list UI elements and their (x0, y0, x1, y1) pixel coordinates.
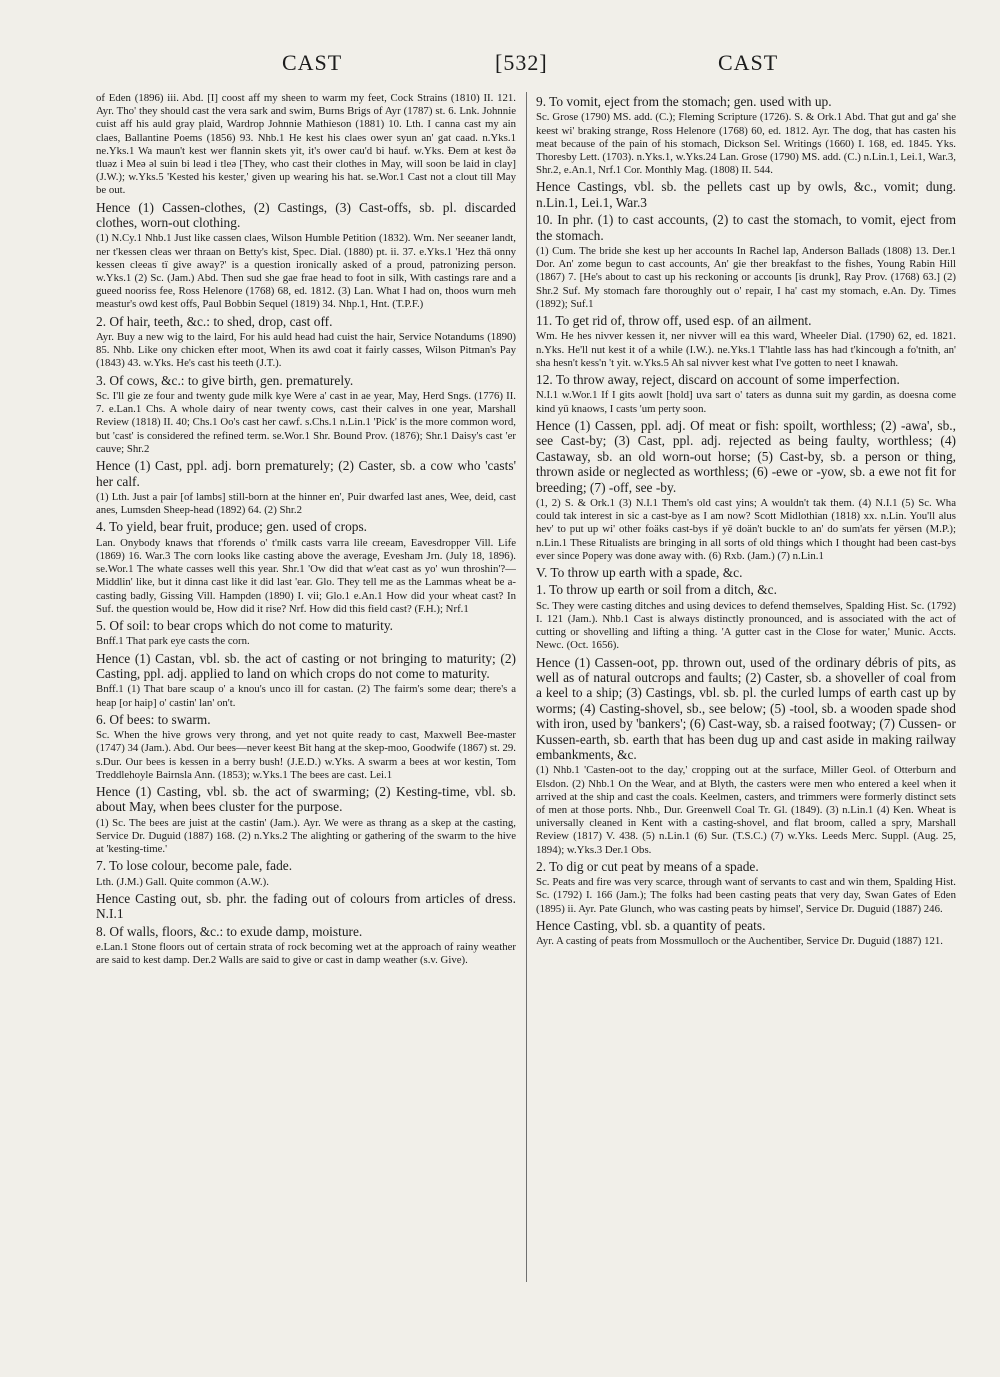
paragraph: 3. Of cows, &c.: to give birth, gen. prematurely. (96, 372, 354, 388)
paragraph: (1) Nhb.1 'Casten-oot to the day,' cropping out at the surface, Miller Geol. of Otterburn and Elsdon. (2) Nhb.1 On the Wear, and at Blyth, the casters were men who entered a keel when it arrived at the ship and cast the coals. Keelmen, casters, and trimmers were formerly distinct sets of men at those ports. Nhb., Dur. Greenwell Coal Tr. Gl. (1849). (3) n.Lin.1 (4) Ken. Wheat is universally cleaned in Kent with a casting-shovel, and flat broom, called a spry, Marshall Review (1817) V. 438. (5) n.Lin.1 (6) Sur. (T.S.C.) (7) w.Yks. Leeds Merc. Suppl. (Aug. 25, 1894); w.Yks.3 Der.1 Obs. (536, 764, 956, 856)
paragraph: 2. To dig or cut peat by means of a spade. (536, 858, 759, 874)
header-left-word: CAST (282, 50, 343, 75)
paragraph: 12. To throw away, reject, discard on account of some imperfection. (536, 372, 900, 388)
paragraph: 1. To throw up earth or soil from a ditch, &c. (536, 582, 777, 598)
paragraph: Sc. They were casting ditches and using devices to defend themselves, Spalding Hist. Sc. (1792) I. 121 (Jam.). Nhb.1 Cast is always distinctly pronounced, and is associated with the act of cutting or shovelling and lifting a thing. 'A gutter cast in the Close for water,' Munic. Accts. Newc. (Oct. 1656). (536, 599, 956, 652)
paragraph: Sc. Peats and fire was very scarce, through want of servants to cast and win them, Spalding Hist. Sc. (1792) I. 166 (Jam.); The folks had been casting peats that very day, Swan Gates of Eden (1895) ii. Ayr. Pate Glunch, who was casting peats by himsel', Service Dr. Duguid (1887) 246. (536, 876, 956, 915)
header-right-word: CAST (718, 50, 779, 75)
paragraph: 11. To get rid of, throw off, used esp. of an ailment. (536, 313, 812, 329)
paragraph: Sc. I'll gie ze four and twenty gude milk kye Were a' cast in ae year, May, Herd Sngs. (1776) II. 7. e.Lan.1 Chs. A whole dairy of near twenty cows, cast their calves in one year, Marshall Review (1818) II. 40; Chs.1 Oo's cast her cawf. s.Chs.1 n.Lin.1 'Pick' is the more common word, but 'cast' is considered the refined term. se.Wor.1 Shr. Bound Prov. (1876); Shr.1 Daisy's cast 'er cauve; Shr.2 (96, 390, 516, 455)
paragraph: Bnff.1 That park eye casts the corn. (96, 635, 250, 648)
paragraph: Lth. (J.M.) Gall. Quite common (A.W.). (96, 875, 269, 888)
paragraph: Hence (1) Castan, vbl. sb. the act of casting or not bringing to maturity; (2) Casting, ppl. adj. applied to land on which crops do not come to maturity. (96, 650, 516, 681)
paragraph: 4. To yield, bear fruit, produce; gen. used of crops. (96, 519, 368, 535)
paragraph: 6. Of bees: to swarm. (96, 711, 211, 727)
paragraph: Hence (1) Cassen-oot, pp. thrown out, used of the ordinary débris of pits, as well as of natural outcrops and faults; (2) Caster, sb. a shoveller of coal from a keel to a ship; (3) Castings, vbl. sb. pl. the curled lumps of earth cast up by worms; (4) Casting-shovel, sb., see below; (5) -tool, sb. a wooden spade shod with iron, used by 'bankers'; (6) Cast-way, sb. a raised footway; (7) Cussen- or Kussen-earth, sb. earth that has been dug up and cast aside in making railway embankments, &c. (536, 654, 956, 762)
paragraph: Hence (1) Casting, vbl. sb. the act of swarming; (2) Kesting-time, vbl. sb. about May, when bees cluster for the purpose. (96, 783, 516, 815)
paragraph: 7. To lose colour, become pale, fade. (96, 858, 293, 874)
paragraph: Sc. Grose (1790) MS. add. (C.); Fleming Scripture (1726). S. & Ork.1 Abd. That gut and ga' she keest wi' braking strange, Ross Helenore (1768) 60, ed. 1812. Ayr. The dog, that has casten his meat because of the pain of his stomach, Dickson Sel. Writings (1660) I. 168, ed. 1845. Yks. Thoresby Lett. (1703). n.Yks.1, w.Yks.24 Lan. Grose (1790) MS. add. (C.) n.Lin.1, Lei.1, War.3, Shr.2, e.An.1, Nrf.1 Cor. Monthly Mag. (1808) II. 544. (536, 111, 956, 177)
paragraph: Wm. He hes nivver kessen it, ner nivver will ea this ward, Wheeler Dial. (1790) 62, ed. 1821. n.Yks. He'll nut kest it of a while (I.W.). ne.Yks.1 T'lahtle lass has had t'kincough a fo'tnith, an' sha hesn't kess'n 't yit. w.Yks.5 Ah sal nivver kest what I've gotten to neet I knawah. (536, 330, 956, 369)
column-divider (526, 92, 527, 1282)
paragraph: Ayr. A casting of peats from Mossmulloch or the Auchentiber, Service Dr. Duguid (1887) 121. (536, 935, 943, 948)
paragraph: Hence (1) Cast, ppl. adj. born prematurely; (2) Caster, sb. a cow who 'casts' her calf. (96, 458, 516, 489)
paragraph: 5. Of soil: to bear crops which do not come to maturity. (96, 617, 394, 633)
paragraph: (1) Sc. The bees are juist at the castin' (Jam.). Ayr. We were as thrang as a skep at the casting, Service Dr. Duguid (1887) 168. (2) n.Yks.2 The alighting or gathering of the swarm to the hive at 'kesting-time.' (96, 816, 516, 856)
page-number: [532] (495, 50, 548, 75)
paragraph: (1) Cum. The bride she kest up her accounts In Rachel lap, Anderson Ballads (1808) 13. Der.1 Dor. An' zome begun to cast accounts, An' gie ther breakfast to the fishes, Young Rabin Hill (1867) 7. [He's about to cast up his reckoning or accounts [is drunk], Ray Prov. (1768) 63.] (2) Shr.2 Suf. My stomach fare thoroughly out o' repair, I ha' cast my stomach, e.An. Dy. Times (1892); Suf.1 (536, 245, 956, 310)
paragraph: (1) N.Cy.1 Nhb.1 Just like cassen claes, Wilson Humble Petition (1832). Wm. Ner seeaner landt, ner t'kessen cleas wer thraan on Betty's kist, Spec. Dial. (1880) pt. ii. 37. e.Yks.1 'Hez thä onny kessen cleeas tï give away?' is a question ironically asked of a proud, patronizing person. w.Yks.1 (2) Sc. (Jam.) Abd. Then sud she gae frae head to foot in silk, With castings rare and a gueed nooriss fee, Ross Helenore (1768) 68, ed. 1812. (3) Lan. What I had on, thoos wurn meh meastur's owd kest offs, Paul Bobbin Sequel (1819) 34. Nhp.1, Hnt. (T.P.F.) (96, 232, 516, 311)
paragraph: Hence Casting out, sb. phr. the fading out of colours from articles of dress. N.I.1 (96, 891, 516, 922)
paragraph: Hence (1) Cassen, ppl. adj. Of meat or fish: spoilt, worthless; (2) -awa', sb., see Cast-by; (3) Cast, ppl. adj. rejected as being faulty, worthless; (4) Castaway, sb. an old worn-out horse; (5) Cast-by, sb. a person or thing, thrown aside or neglected as worthless; (6) -ewe or -yow, sb. a ewe not fit for breeding; (7) -off, see -by. (536, 417, 956, 495)
paragraph: e.Lan.1 Stone floors out of certain strata of rock becoming wet at the approach of rainy weather are said to kest damp. Der.2 Walls are said to give or cast in damp weather (s.v. Give). (96, 941, 516, 967)
paragraph: (1) Lth. Just a pair [of lambs] still-born at the hinner en', Puir dwarfed last anes, Wee, deid, cast anes, Lumsden Sheep-head (1892) 64. (2) Shr.2 (96, 490, 516, 517)
paragraph: 2. Of hair, teeth, &c.: to shed, drop, cast off. (96, 313, 333, 329)
paragraph: Ayr. Buy a new wig to the laird, For his auld head had cuist the hair, Service Notandums (1890) 85. Nhb. Like ony chicken efter moot, When its awd coat it fairly casses, Wilson Pitman's Pay (1843) 43. w.Yks. He's cast his teeth (J.T.). (96, 331, 516, 370)
paragraph: 9. To vomit, eject from the stomach; gen. used with up. (536, 94, 832, 109)
paragraph: Sc. When the hive grows very throng, and yet not quite ready to cast, Maxwell Bee-master (1747) 34 (Jam.). Abd. Our bees—never keest Bit hang at the skep-moo, Goodwife (1867) st. 29. s.Dur. Our bees is kessen in a berry bush! (J.E.D.) w.Yks. A swarm a bees at wor kestin, Tom Treddlehoyle Bairnsla Ann. (1853); w.Yks.1 The bees are cast. Lei.1 (96, 729, 516, 781)
paragraph: N.I.1 w.Wor.1 If I gits aowlt [hold] uva sart o' taters as dunna suit my gardin, as doesna come kind yü knaows, I casts 'um perty soon. (536, 389, 956, 415)
paragraph: Hence Castings, vbl. sb. the pellets cast up by owls, &c., vomit; dung. n.Lin.1, Lei.1, War.3 (536, 179, 956, 210)
running-header (0, 50, 1000, 80)
paragraph: Lan. Onybody knaws that t'forends o' t'milk casts varra lile creeam, Eavesdropper Vill. Life (1869) 16. War.3 The corn looks like casting above the average, Evesham Jrn. (July 18, 1896). se.Wor.1 The whate casses well this year. Shr.1 'Ow did that w'eat cast as yo' wun throshin'?—Middlin' like, but it dinna cast like it did last 'ear. Glo. They tell me as the Lammas wheat be a-casting badly, Gissing Vill. Hampden (1890) I. vii; Glo.1 e.An.1 How did your wheat cast? In Suf. the question would be, How did it rise? Nrf. How did this field cast? (F.H.); Nrf.1 (96, 536, 516, 615)
paragraph: (1, 2) S. & Ork.1 (3) N.I.1 Them's old cast yins; A wouldn't tak them. (4) N.I.1 (5) Sc. Wha could tak interest in sic a cast-bye as I am now? Scott Midlothian (1818) xx. n.Lin. You'll alus hev' to put up wi' other foäks cast-bys if yë doän't buckle to an' do sum'ats fer yërsen (M.P.); n.Lin.1 These Ritualists are bringing in all sorts of old things which I thought had been cast-bys ever since Popery was done away with. (6) Rxb. (Jam.) (7) n.Lin.1 (536, 496, 956, 562)
paragraph: Hence (1) Cassen-clothes, (2) Castings, (3) Cast-offs, sb. pl. discarded clothes, worn-out clothing. (96, 199, 516, 231)
left-column (96, 92, 516, 1292)
paragraph: of Eden (1896) iii. Abd. [I] coost aff my sheen to warm my feet, Cock Strains (1810) II. 121. Ayr. Tho' they should cast the vera sark and swim, Burns Brigs of Ayr (1787) st. 6. Lnk. Johnnie cuist aff his auld gray plaid, Wardrop Johnnie Mathieson (1881) 10. Lth. I canna cast my ain claes, Ballantine Poems (1856) 93. Nhb.1 He kest his claes ower syun an' gat caad. n.Yks.1 ne.Yks.1 Wa maun't kest wer flannin skets yit, it's ower cau'd bi hauf. w.Yks. Ðem ət kest ðə tluəz i Meə əl suin bi leəd i tleə [They, who cast their clothes in May, will soon be laid in clay] (J.W.); w.Yks.5 'Kested his kester,' given up wearing his hat. se.Wor.1 Cast not a clout till May be out. (96, 92, 516, 197)
paragraph: Bnff.1 (1) That bare scaup o' a knou's unco ill for castan. (2) The fairm's some dear; there's a heap [or haip] o' castin' lan' on't. (96, 683, 516, 709)
right-column (536, 92, 956, 1292)
paragraph: V. To throw up earth with a spade, &c. (536, 564, 743, 580)
paragraph: 10. In phr. (1) to cast accounts, (2) to cast the stomach, to vomit, eject from the stomach. (536, 212, 956, 243)
paragraph: 8. Of walls, floors, &c.: to exude damp, moisture. (96, 923, 363, 939)
paragraph: Hence Casting, vbl. sb. a quantity of peats. (536, 917, 766, 933)
